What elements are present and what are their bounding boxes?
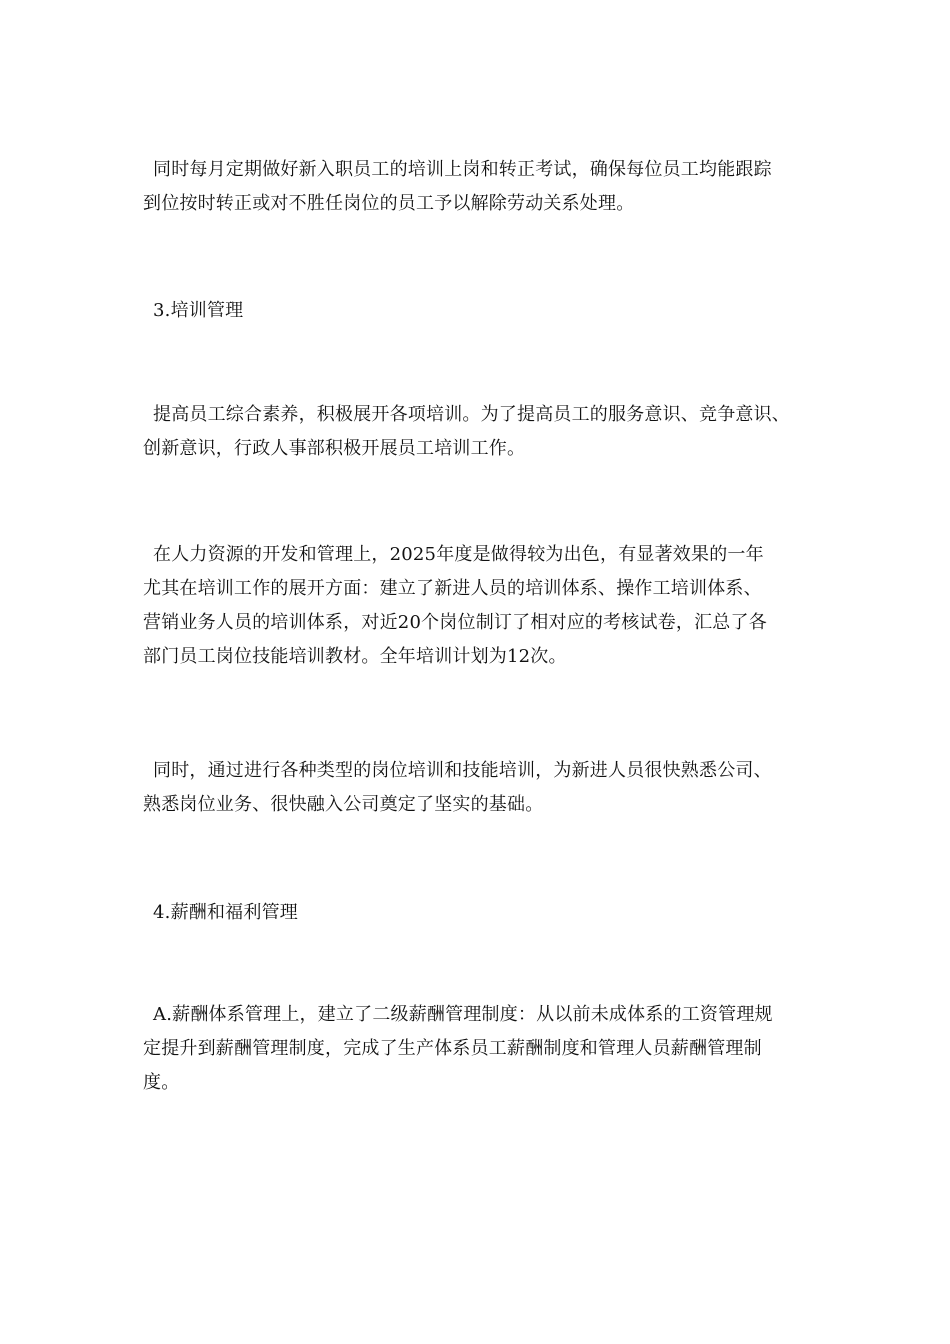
paragraph-line: 部门员工岗位技能培训教材。全年培训计划为12次。 — [143, 646, 567, 667]
section-heading-compensation-benefits — [143, 896, 833, 930]
paragraph-line: 定提升到薪酬管理制度，完成了生产体系员工薪酬制度和管理人员薪酬管理制 — [143, 1038, 762, 1059]
paragraph-job-skill-training — [143, 754, 833, 822]
paragraph-salary-system — [143, 998, 833, 1100]
paragraph-line: A.薪酬体系管理上，建立了二级薪酬管理制度：从以前未成体系的工资管理规 — [153, 1004, 773, 1025]
heading-text: 3.培训管理 — [153, 300, 244, 321]
section-heading-training-management — [143, 294, 833, 328]
paragraph-line: 尤其在培训工作的展开方面：建立了新进人员的培训体系、操作工培训体系、 — [143, 578, 762, 599]
paragraph-line: 提高员工综合素养，积极展开各项培训。为了提高员工的服务意识、竞争意识、 — [153, 404, 790, 425]
paragraph-line: 创新意识，行政人事部积极开展员工培训工作。 — [143, 438, 526, 459]
paragraph-line: 营销业务人员的培训体系，对近20个岗位制订了相对应的考核试卷，汇总了各 — [143, 612, 767, 633]
paragraph-line: 度。 — [143, 1072, 180, 1093]
paragraph-line: 在人力资源的开发和管理上，2025年度是做得较为出色，有显著效果的一年 — [153, 544, 764, 565]
paragraph-onboarding-exams — [143, 153, 833, 221]
paragraph-line: 到位按时转正或对不胜任岗位的员工予以解除劳动关系处理。 — [143, 193, 635, 214]
heading-text: 4.薪酬和福利管理 — [153, 902, 298, 923]
paragraph-line: 同时每月定期做好新入职员工的培训上岗和转正考试，确保每位员工均能跟踪 — [153, 159, 772, 180]
paragraph-hr-development — [143, 538, 833, 674]
paragraph-training-quality — [143, 398, 833, 466]
paragraph-line: 同时，通过进行各种类型的岗位培训和技能培训，为新进人员很快熟悉公司、 — [153, 760, 772, 781]
paragraph-line: 熟悉岗位业务、很快融入公司奠定了坚实的基础。 — [143, 794, 544, 815]
